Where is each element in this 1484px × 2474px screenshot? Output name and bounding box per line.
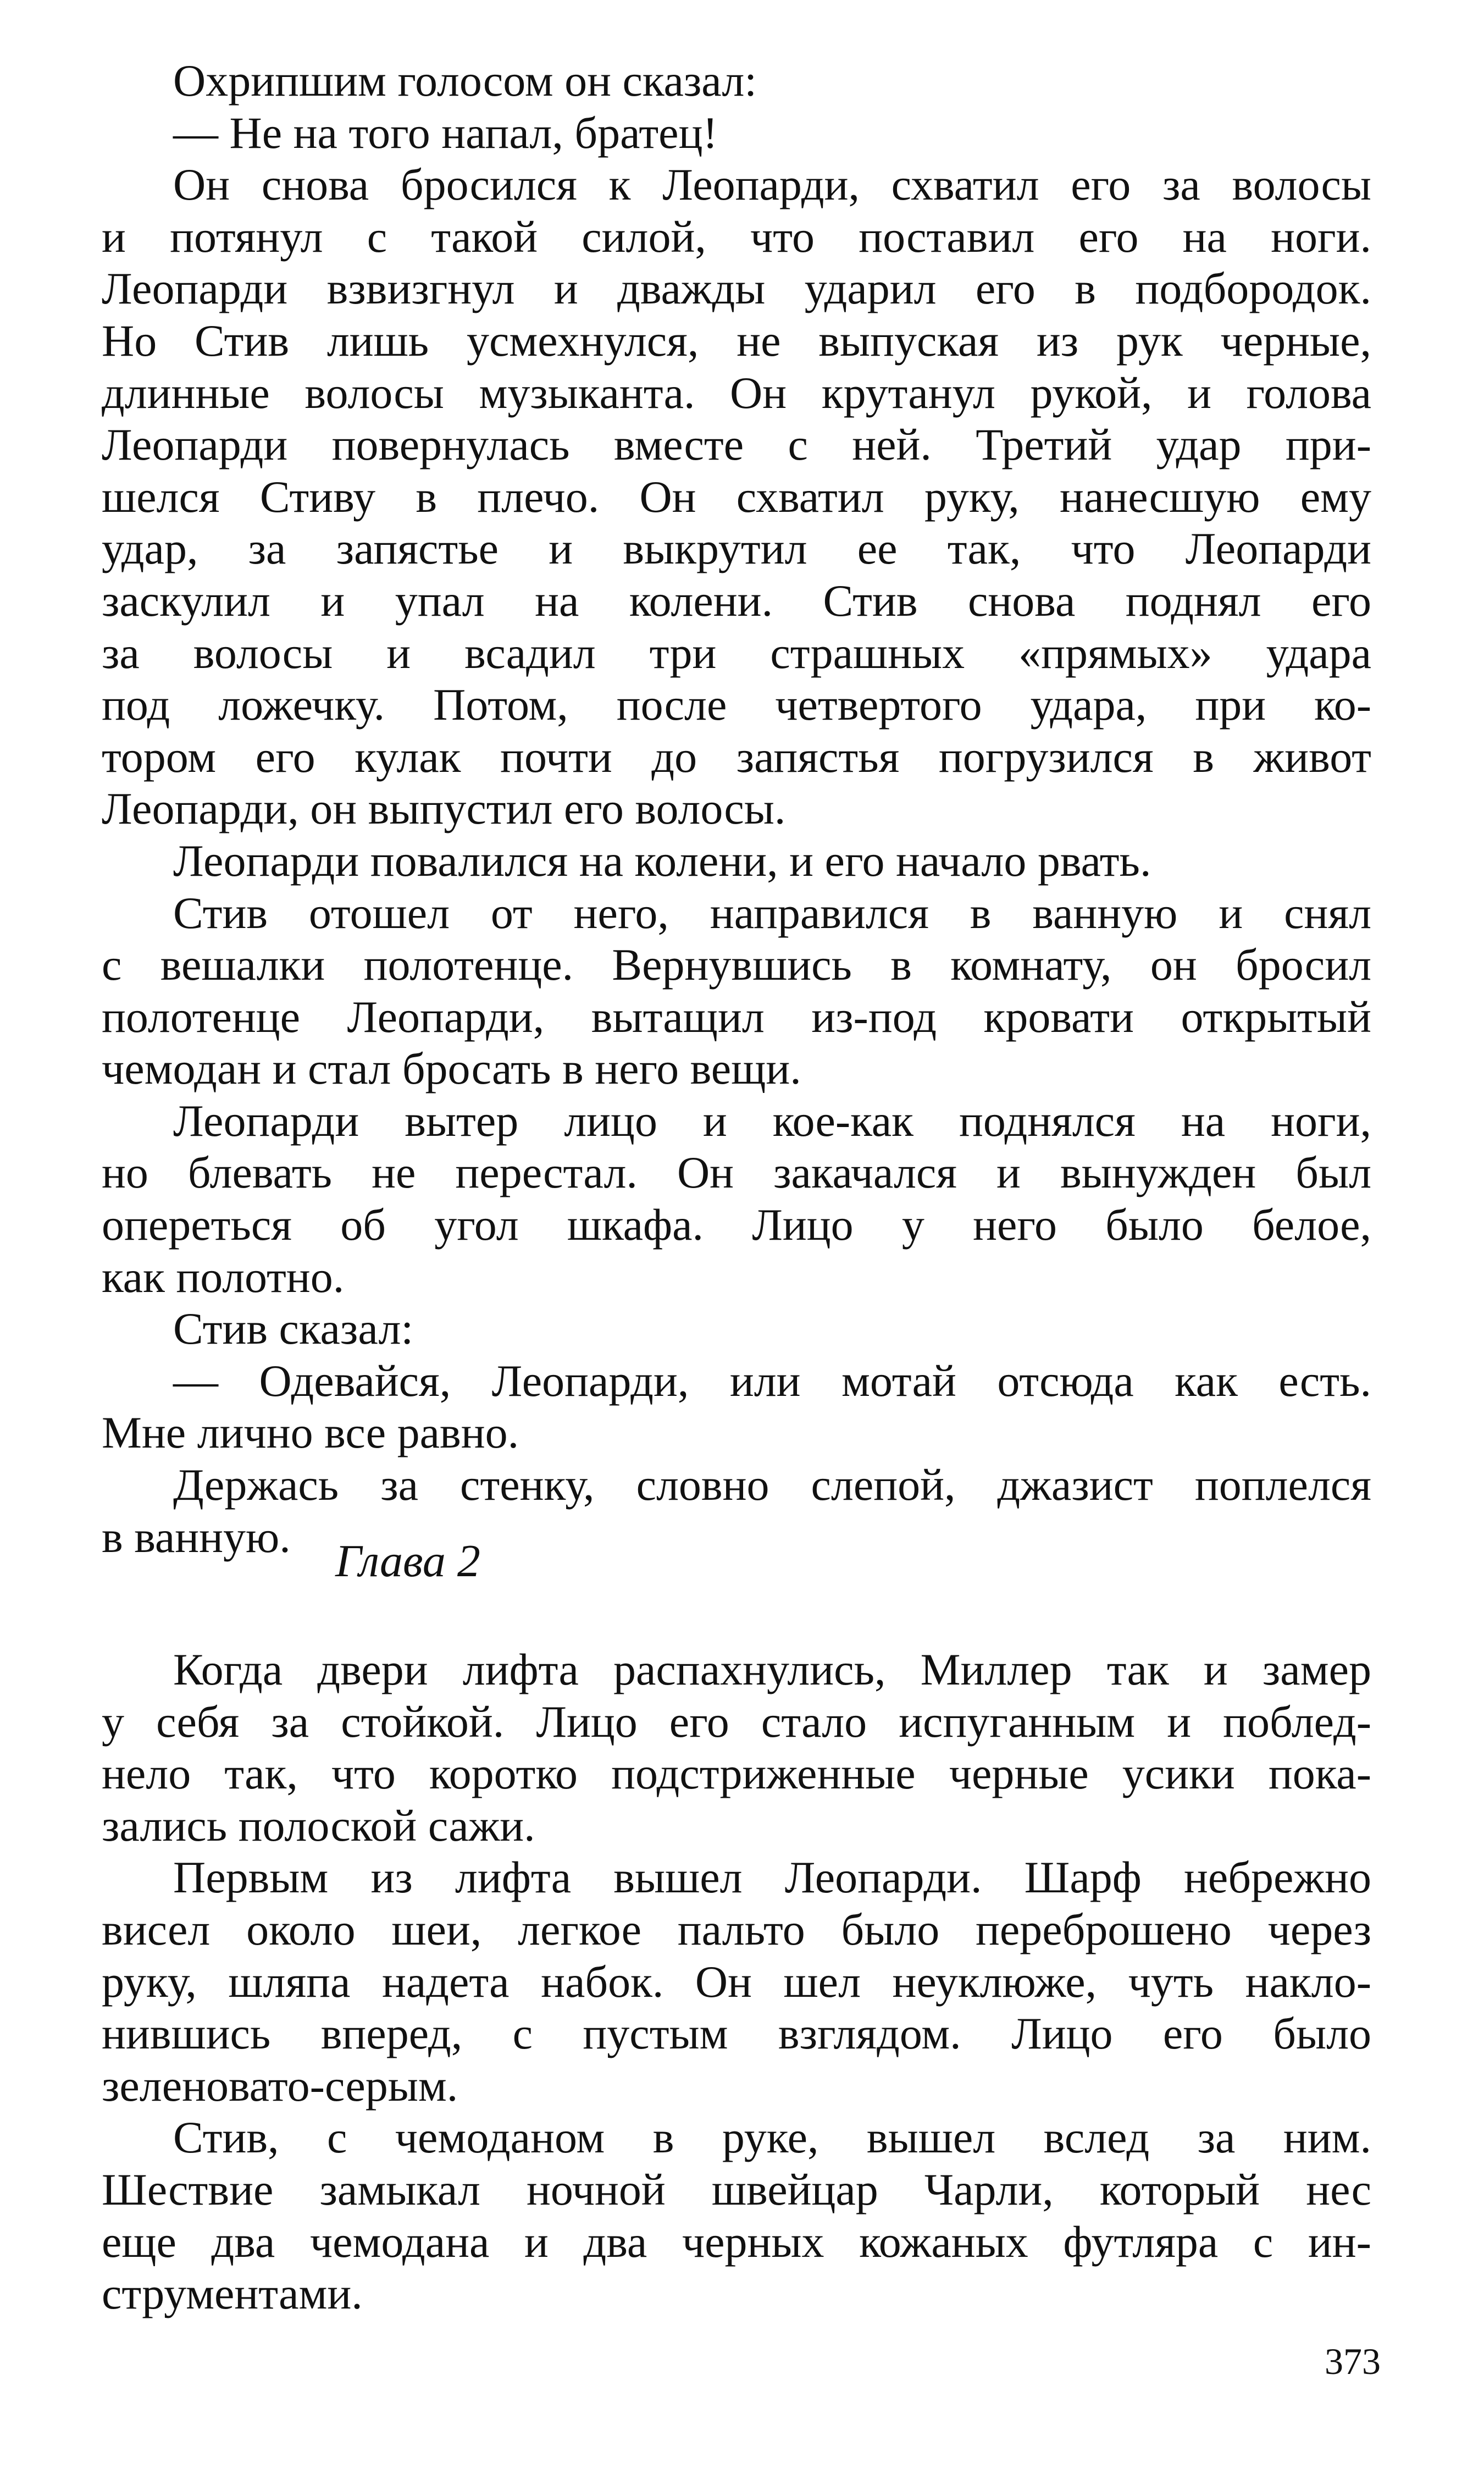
text-line: Мне лично все равно. [102, 1407, 519, 1458]
text-line: как полотно. [102, 1251, 345, 1302]
text-line: висел около шеи, легкое пальто было переброшено через [102, 1904, 1371, 1954]
text-line: но блевать не перестал. Он закачался и вынужден был [102, 1147, 1371, 1198]
text-line: Стив отошел от него, направился в ванную и снял [173, 887, 1371, 938]
text-line: тором его кулак почти до запястья погрузился в живот [102, 731, 1371, 782]
text-line: зались полоской сажи. [102, 1800, 535, 1851]
text-line: Леопарди взвизгнул и дважды ударил его в подбородок. [102, 263, 1371, 314]
chapter-heading: Глава 2 [335, 1536, 480, 1587]
text-line: зеленовато-серым. [102, 2060, 458, 2111]
text-line: заскулил и упал на колени. Стив снова поднял его [102, 575, 1371, 626]
text-line: Стив, с чемоданом в руке, вышел вслед за ним. [173, 2112, 1371, 2163]
text-line: Первым из лифта вышел Леопарди. Шарф небрежно [173, 1852, 1371, 1903]
text-line: с вешалки полотенце. Вернувшись в комнату, он бросил [102, 940, 1371, 990]
text-line: опереться об угол шкафа. Лицо у него было белое, [102, 1200, 1371, 1250]
text-line: струментами. [102, 2268, 363, 2319]
text-line: длинные волосы музыканта. Он крутанул рукой, и голова [102, 367, 1371, 418]
text-line: руку, шляпа надета набок. Он шел неуклюже, чуть накло- [102, 1956, 1371, 2007]
text-section-1 [102, 55, 1371, 1563]
text-line: под ложечку. Потом, после четвертого удара, при ко- [102, 680, 1371, 730]
text-line: у себя за стойкой. Лицо его стало испуганным и поблед- [102, 1696, 1371, 1747]
text-line: Держась за стенку, словно слепой, джазист поплелся [173, 1460, 1371, 1510]
text-line: удар, за запястье и выкрутил ее так, что Леопарди [102, 523, 1371, 574]
text-line: Шествие замыкал ночной швейцар Чарли, который нес [102, 2164, 1371, 2215]
text-line: Охрипшим голосом он сказал: [173, 56, 757, 106]
text-line: нившись вперед, с пустым взглядом. Лицо его было [102, 2008, 1371, 2059]
text-line: Леопарди вытер лицо и кое-как поднялся на ноги, [173, 1095, 1371, 1146]
text-line: Когда двери лифта распахнулись, Миллер так и замер [173, 1644, 1371, 1694]
text-line: Леопарди, он выпустил его волосы. [102, 783, 786, 834]
page-number: 373 [1325, 2340, 1381, 2382]
text-line: Он снова бросился к Леопарди, схватил его за волосы [173, 159, 1371, 210]
text-line: чемодан и стал бросать в него вещи. [102, 1043, 801, 1094]
text-line: Леопарди повернулась вместе с ней. Третий удар при- [102, 419, 1371, 470]
text-line: еще два чемодана и два черных кожаных футляра с ин- [102, 2216, 1371, 2267]
text-line: Стив сказал: [173, 1304, 414, 1354]
text-line: за волосы и всадил три страшных «прямых» удара [102, 627, 1371, 678]
text-line: и потянул с такой силой, что поставил его на ноги. [102, 211, 1371, 262]
text-line: Но Стив лишь усмехнулся, не выпуская из рук черные, [102, 315, 1371, 366]
text-line: шелся Стиву в плечо. Он схватил руку, нанесшую ему [102, 471, 1371, 522]
text-line: нело так, что коротко подстриженные черные усики пока- [102, 1748, 1371, 1799]
text-line: — Одевайся, Леопарди, или мотай отсюда как есть. [173, 1355, 1371, 1406]
text-section-2 [102, 1644, 1371, 2320]
text-line: в ванную. [102, 1511, 291, 1562]
text-line: полотенце Леопарди, вытащил из-под кровати открытый [102, 991, 1371, 1042]
text-line: — Не на того напал, братец! [173, 107, 718, 158]
text-line: Леопарди повалился на колени, и его начало рвать. [173, 835, 1151, 886]
